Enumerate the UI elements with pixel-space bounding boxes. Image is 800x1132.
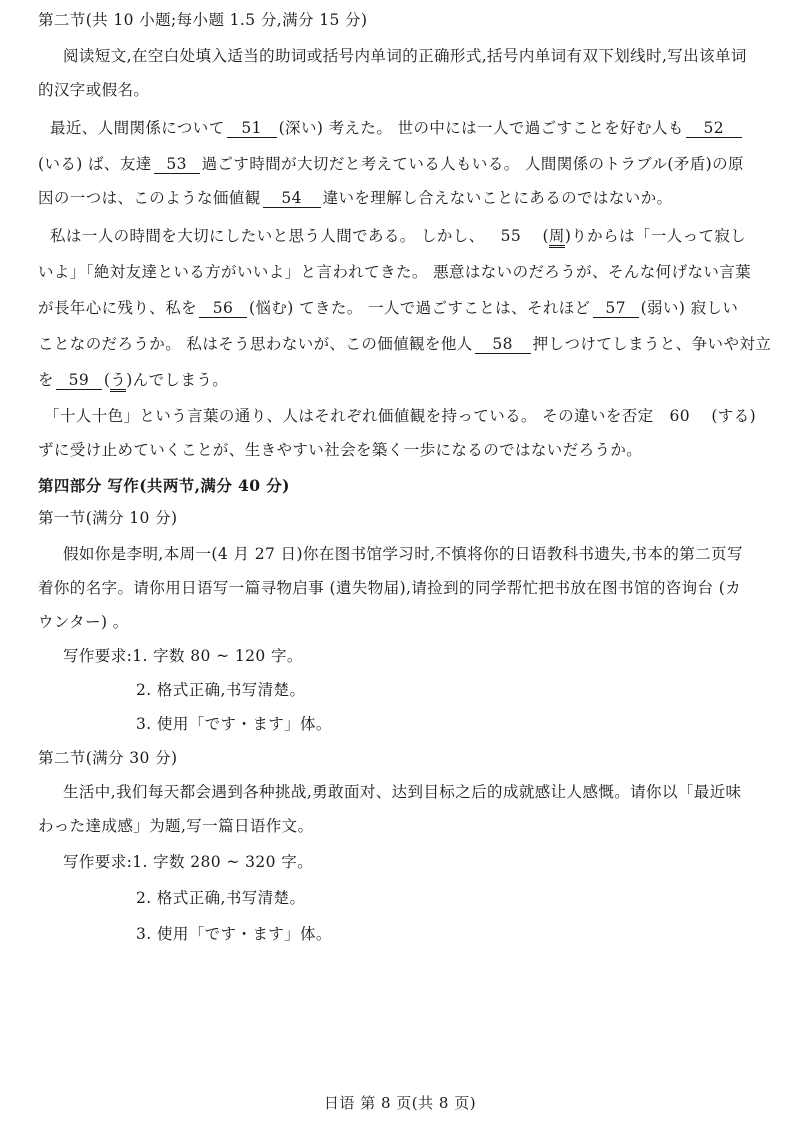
instruction-line-2: 的汉字或假名。 — [38, 81, 150, 99]
writing-2-req-2: 2. 格式正确,书写清楚。 — [136, 889, 306, 907]
passage-p3-line-2: ずに受け止めていくことが、生きやすい社会を築く一歩になるのではないだろうか。 — [38, 441, 643, 459]
blank-58: 58 — [475, 335, 531, 354]
passage-p2-line-4: ことなのだろうか。 私はそう思わないが、この価値観を他人 58 押しつけてしまうと、争いや対立 — [38, 335, 772, 353]
writing-2-heading: 第二节(满分 30 分) — [38, 749, 178, 767]
writing-1-heading: 第一节(满分 10 分) — [38, 509, 178, 527]
blank-54: 54 — [263, 189, 321, 208]
blank-52: 52 — [686, 119, 742, 138]
writing-1-req-2: 2. 格式正确,书写清楚。 — [136, 681, 306, 699]
blank-60: 60 — [669, 407, 691, 425]
writing-1-line-1: 假如你是李明,本周一(4 月 27 日)你在图书馆学习时,不慎将你的日语教科书遗失,书本的第二页写 — [63, 545, 743, 563]
section2-heading: 第二节(共 10 小题;每小题 1.5 分,满分 15 分) — [38, 11, 368, 29]
blank-55: 55 — [500, 227, 522, 245]
passage-p2-line-5: を 59 (う)んでしまう。 — [38, 370, 762, 390]
kanji-59: う — [110, 371, 126, 392]
instruction-line-1: 阅读短文,在空白处填入适当的助词或括号内单词的正确形式,括号内单词有双下划线时,写出该单词 — [63, 47, 747, 65]
passage-p1-line-1: 最近、人間関係について 51 (深い) 考えた。 世の中には一人で過ごすことを好む人も 52 — [50, 118, 762, 138]
passage-p1-line-3: 因の一つは、このような価値観 54 違いを理解し合えないことにあるのではないか。 — [38, 189, 673, 207]
passage-p1-line-2: (いる) ば、友達 53 過ごす時間が大切だと考えている人もいる。 人間関係のトラブル(矛盾)の原 — [38, 155, 744, 173]
blank-51: 51 — [227, 119, 277, 138]
blank-53: 53 — [154, 155, 200, 174]
writing-1-line-2: 着你的名字。请你用日语写一篇寻物启事 (遺失物届),请捡到的同学帮忙把书放在图书馆的咨询台 (カ — [38, 579, 742, 597]
part4-heading: 第四部分 写作(共两节,满分 40 分) — [38, 476, 290, 495]
passage-p2-line-2: いよ」「絶対友達といる方がいいよ」と言われてきた。 悪意はないのだろうが、そんな何げない言葉 — [38, 263, 752, 281]
page-footer: 日语 第 8 页(共 8 页) — [323, 1094, 477, 1112]
writing-1-req-3: 3. 使用「です・ます」体。 — [136, 715, 332, 733]
writing-1-line-3: ウンター) 。 — [38, 613, 129, 631]
writing-2-line-2: わった達成感」为题,写一篇日语作文。 — [38, 817, 314, 835]
passage-p2-line-3: が長年心に残り、私を 56 (悩む) てきた。 一人で過ごすことは、それほど 57 (弱い) 寂しい — [38, 299, 739, 317]
kanji-55: 周 — [549, 227, 565, 248]
writing-2-req-3: 3. 使用「です・ます」体。 — [136, 925, 332, 943]
passage-p2-line-1: 私は一人の時間を大切にしたいと思う人間である。 しかし、 55 (周)りからは「一人って寂し — [50, 226, 762, 246]
passage-p3-line-1: 「十人十色」という言葉の通り、人はそれぞれ価値観を持っている。 その違いを否定 60 (する) — [44, 407, 757, 425]
writing-2-req-1: 写作要求:1. 字数 280 ~ 320 字。 — [63, 853, 314, 871]
writing-2-line-1: 生活中,我们每天都会遇到各种挑战,勇敢面对、达到目标之后的成就感让人感慨。请你以「最近味 — [63, 783, 742, 801]
blank-59: 59 — [56, 371, 102, 390]
blank-56: 56 — [199, 299, 247, 318]
writing-1-req-1: 写作要求:1. 字数 80 ~ 120 字。 — [63, 647, 303, 665]
blank-57: 57 — [593, 299, 639, 318]
